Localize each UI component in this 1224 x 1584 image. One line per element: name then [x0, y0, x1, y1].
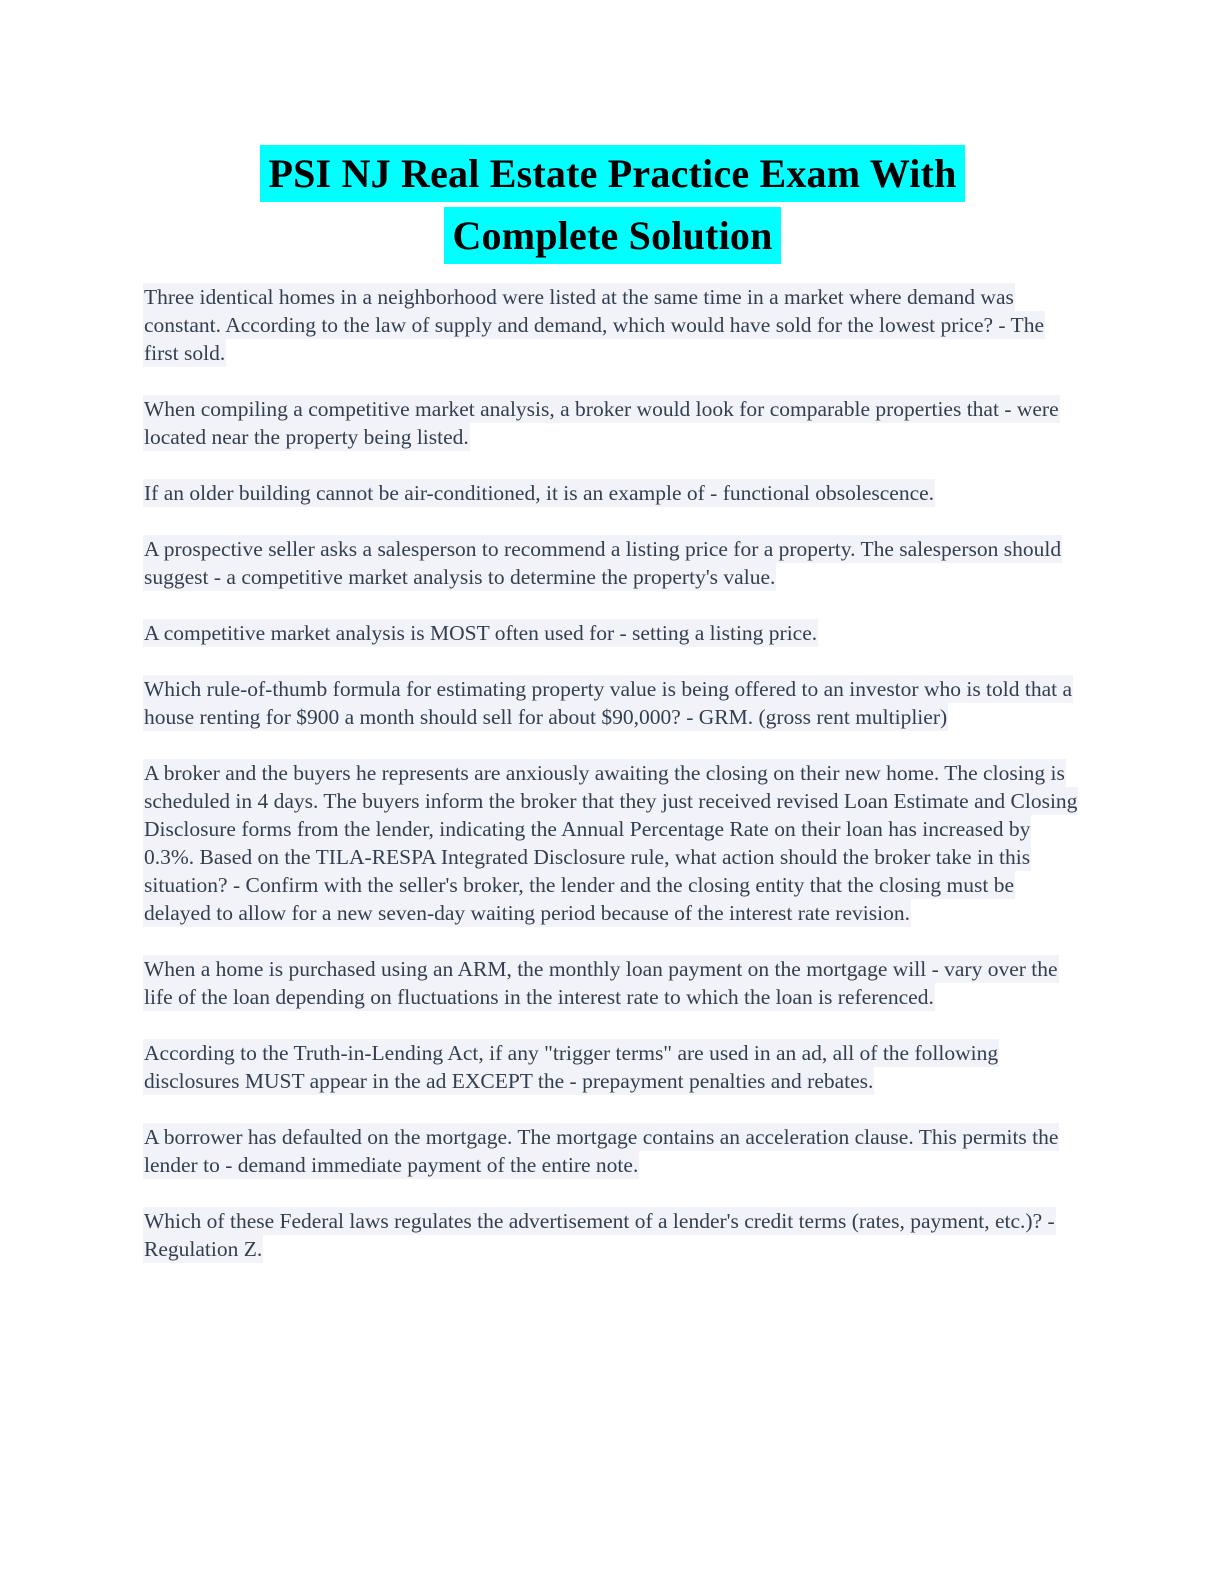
- qa-paragraph-6-text: Which rule-of-thumb formula for estimating property value is being offered to an investor who is told that a house renting for $900 a month should sell for about $90,000? - GRM. (gross rent multiplier): [144, 677, 1073, 729]
- title-line-2: Complete Solution: [444, 207, 780, 264]
- qa-paragraph-9-text: According to the Truth-in-Lending Act, if any "trigger terms" are used in an ad, all of the following disclosures MUST appear in the ad EXCEPT the - prepayment penalties and rebates.: [144, 1041, 999, 1093]
- qa-paragraph-10: [143, 1123, 1083, 1179]
- qa-paragraph-2: [143, 395, 1083, 451]
- qa-paragraph-5-text: A competitive market analysis is MOST often used for - setting a listing price.: [144, 621, 818, 645]
- qa-paragraph-4-text: A prospective seller asks a salesperson to recommend a listing price for a property. The salesperson should suggest - a competitive market analysis to determine the property's value.: [144, 537, 1062, 589]
- qa-paragraph-2-text: When compiling a competitive market analysis, a broker would look for comparable properties that - were located near the property being listed.: [144, 397, 1059, 449]
- qa-paragraph-7: [143, 759, 1083, 927]
- qa-paragraph-5: [143, 619, 1083, 647]
- document-body: [143, 283, 1083, 1263]
- qa-paragraph-11: [143, 1207, 1083, 1263]
- qa-paragraph-11-text: Which of these Federal laws regulates the advertisement of a lender's credit terms (rates, payment, etc.)? - Regulation Z.: [144, 1209, 1055, 1261]
- qa-paragraph-3: [143, 479, 1083, 507]
- qa-paragraph-6: [143, 675, 1083, 731]
- qa-paragraph-9: [143, 1039, 1083, 1095]
- title-line-1: PSI NJ Real Estate Practice Exam With: [260, 145, 964, 202]
- title-line-2-wrap: [143, 205, 1082, 267]
- qa-paragraph-7-text: A broker and the buyers he represents are anxiously awaiting the closing on their new home. The closing is scheduled in 4 days. The buyers inform the broker that they just received revised Loan Estimate and Closing Disclosure forms from the lender, indicating the Annual Percentage Rate on their loan has increased by 0.3%. Based on the TILA-RESPA Integrated Disclosure rule, what action should the broker take in this situation? - Confirm with the seller's broker, the lender and the closing entity that the closing must be delayed to allow for a new seven-day waiting period because of the interest rate revision.: [144, 761, 1078, 925]
- qa-paragraph-3-text: If an older building cannot be air-conditioned, it is an example of - functional obsolescence.: [144, 481, 935, 505]
- qa-paragraph-8: [143, 955, 1083, 1011]
- document-title: [143, 143, 1082, 267]
- qa-paragraph-1: [143, 283, 1083, 367]
- qa-paragraph-8-text: When a home is purchased using an ARM, the monthly loan payment on the mortgage will - vary over the life of the loan depending on fluctuations in the interest rate to which the loan is referenced.: [144, 957, 1058, 1009]
- qa-paragraph-1-text: Three identical homes in a neighborhood were listed at the same time in a market where demand was constant. According to the law of supply and demand, which would have sold for the lowest price? - The first sold.: [144, 285, 1044, 365]
- qa-paragraph-10-text: A borrower has defaulted on the mortgage. The mortgage contains an acceleration clause. This permits the lender to - demand immediate payment of the entire note.: [144, 1125, 1059, 1177]
- qa-paragraph-4: [143, 535, 1083, 591]
- title-line-1-wrap: [143, 143, 1082, 205]
